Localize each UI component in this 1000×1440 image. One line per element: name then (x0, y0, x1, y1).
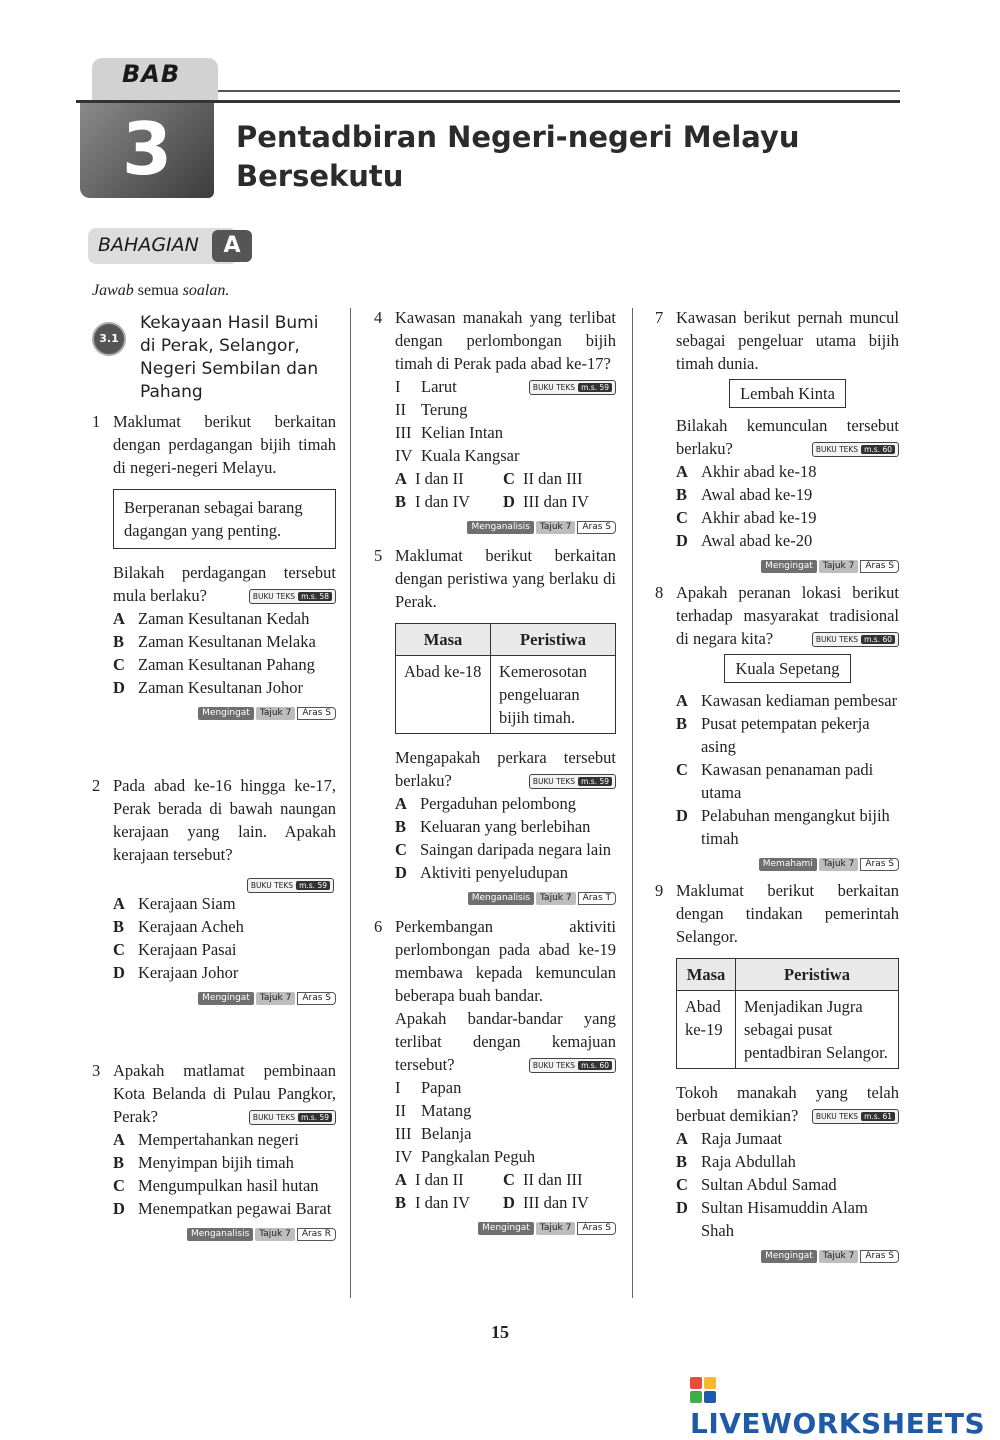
option-c[interactable] (503, 1168, 611, 1191)
statement-text: Terung (421, 400, 468, 419)
option-text: Kerajaan Siam (138, 894, 236, 913)
option-letter: B (676, 485, 688, 504)
topic-tag: Tajuk 7 (819, 858, 859, 871)
option-a[interactable] (113, 892, 336, 915)
question-ask (676, 1081, 899, 1127)
textbook-page: m.s. 60 (861, 445, 895, 454)
statement-text: Kuala Kangsar (421, 446, 520, 465)
option-letter: D (676, 1198, 688, 1217)
question-stem (676, 581, 899, 650)
textbook-label: BUKU TEKS (252, 592, 296, 601)
skill-tags (374, 1215, 616, 1231)
option-letter: C (113, 940, 125, 959)
textbook-ref (529, 380, 616, 395)
option-c[interactable] (676, 1173, 899, 1196)
option-text: II dan III (523, 469, 583, 488)
textbook-label: BUKU TEKS (532, 777, 576, 786)
option-row (395, 467, 616, 490)
option-letter: C (676, 508, 688, 527)
skill-tag: Mengingat (198, 992, 254, 1005)
question-stem: Kawasan berikut pernah muncul sebagai pengeluar utama bijih timah dunia. (676, 308, 899, 373)
option-text: I dan II (415, 1170, 464, 1189)
statement-numeral: IV (395, 1147, 413, 1166)
question-ask-text: Tokoh manakah yang telah berbuat demikian? (676, 1083, 899, 1125)
skill-tags (92, 985, 336, 1001)
column-divider-1 (350, 308, 351, 1298)
column-2 (374, 306, 616, 1231)
level-tag: Aras S (860, 1250, 899, 1263)
option-text: Mempertahankan negeri (138, 1130, 299, 1149)
table-header: Masa (396, 624, 491, 656)
textbook-ref (812, 442, 899, 457)
textbook-page: m.s. 58 (298, 592, 332, 601)
statement-iv (395, 444, 616, 467)
column-1 (92, 306, 336, 1237)
statement-text: Matang (421, 1101, 472, 1120)
option-letter: D (113, 1199, 125, 1218)
column-divider-2 (632, 308, 633, 1298)
option-letter: D (503, 492, 515, 511)
skill-tag: Mengingat (198, 707, 254, 720)
option-text: Mengumpulkan hasil hutan (138, 1176, 319, 1195)
option-d[interactable] (113, 1197, 336, 1220)
option-letter: A (113, 1130, 125, 1149)
statement-text: Larut (421, 377, 457, 396)
option-text: Awal abad ke-19 (701, 485, 813, 504)
table-cell: Kemerosotan pengeluaran bijih timah. (491, 656, 616, 734)
topic-tag: Tajuk 7 (819, 560, 859, 573)
option-text: Awal abad ke-20 (701, 531, 813, 550)
option-b[interactable] (395, 815, 616, 838)
statement-ii (395, 1099, 616, 1122)
option-letter: A (676, 691, 688, 710)
question-number: 2 (92, 776, 101, 795)
level-tag: Aras S (297, 707, 336, 720)
level-tag: Aras S (860, 560, 899, 573)
option-text: III dan IV (523, 1193, 589, 1212)
column-3 (655, 306, 899, 1259)
option-letter: D (113, 678, 125, 697)
statement-iii (395, 421, 616, 444)
option-letter: C (113, 1176, 125, 1195)
option-a[interactable] (676, 689, 899, 712)
level-tag: Aras T (578, 892, 616, 905)
question-ask-text: Apakah bandar-bandar yang terlibat dengan kemajuan tersebut? (395, 1009, 616, 1074)
textbook-page: m.s. 59 (578, 383, 612, 392)
skill-tags (655, 1243, 899, 1259)
option-text: Kerajaan Pasai (138, 940, 237, 959)
section-letter: A (212, 230, 252, 262)
skill-tag: Mengingat (478, 1222, 534, 1235)
option-letter: B (113, 917, 125, 936)
statement-numeral: IV (395, 446, 413, 465)
question-stem-text: Apakah matlamat pembinaan Kota Belanda di Pulau Pangkor, Perak? (113, 1061, 336, 1126)
textbook-page: m.s. 59 (298, 1113, 332, 1122)
question-stem: Maklumat berikut berkaitan dengan tindakan pemerintah Selangor. (676, 881, 899, 946)
option-a[interactable] (395, 1168, 503, 1191)
option-letter: C (503, 1170, 515, 1189)
name-box: Lembah Kinta (729, 379, 846, 408)
option-d[interactable] (676, 1196, 899, 1242)
question-stem-text: Apakah peranan lokasi berikut terhadap masyarakat tradisional di negara kita? (676, 583, 899, 648)
option-text: Kawasan penanaman padi utama (701, 760, 874, 802)
textbook-label: BUKU TEKS (532, 1061, 576, 1070)
textbook-ref (249, 589, 336, 604)
option-letter: B (676, 1152, 688, 1171)
table-header: Masa (677, 959, 736, 991)
option-d[interactable] (676, 804, 899, 850)
subtopic-badge: 3.1 (92, 322, 126, 356)
name-box: Kuala Sepetang (724, 654, 850, 683)
option-b[interactable] (676, 712, 899, 758)
option-d[interactable] (676, 529, 899, 552)
skill-tags (374, 885, 616, 901)
level-tag: Aras R (297, 1228, 336, 1241)
skill-tag: Mengingat (761, 1250, 817, 1263)
option-text: Kawasan kediaman pembesar (701, 691, 898, 710)
question-number: 3 (92, 1061, 101, 1080)
topic-tag: Tajuk 7 (255, 1228, 295, 1241)
textbook-page: m.s. 60 (578, 1061, 612, 1070)
topic-tag: Tajuk 7 (536, 1222, 576, 1235)
option-letter: A (113, 894, 125, 913)
skill-tags (92, 1221, 336, 1237)
option-text: Zaman Kesultanan Kedah (138, 609, 310, 628)
liveworksheets-logo-icon (690, 1377, 716, 1403)
topic-tag: Tajuk 7 (819, 1250, 859, 1263)
bab-label: BAB (122, 60, 181, 88)
chapter-title-line1: Pentadbiran Negeri-negeri Melayu (236, 120, 800, 154)
instructions (92, 282, 229, 300)
question-ask-text: Bilakah perdagangan tersebut mula berlaku? (113, 563, 336, 605)
option-text: Zaman Kesultanan Johor (138, 678, 303, 697)
textbook-ref (812, 1109, 899, 1124)
question-3 (92, 1059, 336, 1237)
subtopic-title: Kekayaan Hasil Bumi di Perak, Selangor, Negeri Sembilan dan Pahang (140, 313, 319, 402)
option-a[interactable] (113, 607, 336, 630)
instruction-post: soalan. (182, 282, 230, 299)
option-text: Akhir abad ke-18 (701, 462, 817, 481)
option-c[interactable] (113, 938, 336, 961)
textbook-label: BUKU TEKS (815, 1112, 859, 1121)
option-row (395, 490, 616, 513)
statement-ii (395, 398, 616, 421)
option-letter: D (676, 531, 688, 550)
textbook-ref (529, 774, 616, 789)
option-a[interactable] (676, 1127, 899, 1150)
statement-text: Belanja (421, 1124, 472, 1143)
topic-tag: Tajuk 7 (536, 521, 576, 534)
skill-tag: Menganalisis (187, 1228, 253, 1241)
option-a[interactable] (395, 792, 616, 815)
textbook-label: BUKU TEKS (252, 1113, 296, 1122)
question-stem: Maklumat berikut berkaitan dengan peristiwa yang berlaku di Perak. (395, 546, 616, 611)
option-letter: D (395, 863, 407, 882)
question-stem (113, 1059, 336, 1128)
topic-tag: Tajuk 7 (256, 992, 296, 1005)
question-ask (395, 746, 616, 792)
question-number: 8 (655, 583, 664, 602)
option-text: Menempatkan pegawai Barat (138, 1199, 332, 1218)
option-text: Kerajaan Johor (138, 963, 239, 982)
subtopic-heading (92, 312, 336, 404)
level-tag: Aras S (577, 1222, 616, 1235)
option-d[interactable] (503, 490, 611, 513)
option-text: Akhir abad ke-19 (701, 508, 817, 527)
skill-tags (374, 514, 616, 530)
statement-numeral: II (395, 1101, 406, 1120)
textbook-label: BUKU TEKS (815, 635, 859, 644)
statement-text: Papan (421, 1078, 462, 1097)
info-table (395, 623, 616, 734)
option-c[interactable] (113, 1174, 336, 1197)
liveworksheets-logo[interactable] (690, 1374, 1000, 1440)
skill-tags (92, 700, 336, 716)
option-letter: B (395, 492, 407, 511)
question-stem: Pada abad ke-16 hingga ke-17, Perak berada di bawah naungan kerajaan yang lain. Apakah kerajaan tersebut? (113, 776, 336, 864)
question-1 (92, 410, 336, 716)
topic-tag: Tajuk 7 (536, 892, 576, 905)
option-letter: A (676, 1129, 688, 1148)
textbook-ref (249, 1110, 336, 1125)
topic-tag: Tajuk 7 (256, 707, 296, 720)
statement-numeral: II (395, 400, 406, 419)
option-text: I dan IV (415, 1193, 470, 1212)
table-cell: Menjadikan Jugra sebagai pusat pentadbiran Selangor. (736, 991, 899, 1069)
option-letter: A (395, 794, 407, 813)
option-letter: D (503, 1193, 515, 1212)
option-c[interactable] (676, 506, 899, 529)
statement-numeral: I (395, 377, 401, 396)
textbook-ref (529, 1058, 616, 1073)
chapter-title (236, 118, 800, 196)
option-text: Zaman Kesultanan Melaka (138, 632, 316, 651)
statement-numeral: III (395, 423, 412, 442)
question-7 (655, 306, 899, 569)
chapter-title-line2: Bersekutu (236, 159, 404, 193)
textbook-page: m.s. 60 (861, 635, 895, 644)
statement-text: Pangkalan Peguh (421, 1147, 536, 1166)
option-b[interactable] (113, 1151, 336, 1174)
option-text: Pergaduhan pelombong (420, 794, 576, 813)
option-text: Aktiviti penyeludupan (420, 863, 569, 882)
option-b[interactable] (676, 483, 899, 506)
question-stem: Maklumat berikut berkaitan dengan perdagangan bijih timah di negeri-negeri Melayu. (113, 412, 336, 477)
skill-tag: Memahami (759, 858, 817, 871)
option-letter: C (676, 1175, 688, 1194)
name-box-wrap (676, 650, 899, 689)
option-c[interactable] (113, 653, 336, 676)
option-letter: B (395, 1193, 407, 1212)
option-text: Raja Jumaat (701, 1129, 783, 1148)
option-c[interactable] (503, 467, 611, 490)
textbook-page: m.s. 59 (296, 881, 330, 890)
level-tag: Aras S (860, 858, 899, 871)
name-box-wrap (676, 375, 899, 414)
skill-tag: Menganalisis (468, 892, 534, 905)
statement-i (395, 1076, 616, 1099)
textbook-ref (812, 632, 899, 647)
table-header: Peristiwa (736, 959, 899, 991)
option-row (395, 1168, 616, 1191)
option-text: Keluaran yang berlebihan (420, 817, 591, 836)
option-letter: D (113, 963, 125, 982)
textbook-label: BUKU TEKS (250, 880, 294, 890)
option-a[interactable] (676, 460, 899, 483)
option-letter: C (676, 760, 688, 779)
liveworksheets-logo-text: LIVEWORKSHEETS (690, 1407, 986, 1440)
option-a[interactable] (113, 1128, 336, 1151)
page-number: 15 (491, 1322, 509, 1342)
table-header: Peristiwa (491, 624, 616, 656)
option-letter: B (676, 714, 688, 733)
skill-tags (655, 851, 899, 867)
option-text: III dan IV (523, 492, 589, 511)
textbook-label: BUKU TEKS (532, 383, 576, 392)
option-letter: C (395, 840, 407, 859)
option-letter: D (676, 806, 688, 825)
option-c[interactable] (676, 758, 899, 804)
textbook-label: BUKU TEKS (815, 445, 859, 454)
statement-numeral: III (395, 1124, 412, 1143)
option-b[interactable] (395, 1191, 503, 1214)
option-letter: B (113, 1153, 125, 1172)
option-text: II dan III (523, 1170, 583, 1189)
option-c[interactable] (395, 838, 616, 861)
level-tag: Aras S (297, 992, 336, 1005)
option-text: Pelabuhan mengangkut bijih timah (701, 806, 890, 848)
info-box: Berperanan sebagai barang dagangan yang penting. (113, 489, 336, 549)
option-text: I dan IV (415, 492, 470, 511)
option-d[interactable] (503, 1191, 611, 1214)
statement-i (395, 375, 529, 398)
chapter-number: 3 (121, 107, 173, 191)
table-cell: Abad ke-18 (396, 656, 491, 734)
option-text: Kerajaan Acheh (138, 917, 244, 936)
table-cell: Abad ke-19 (677, 991, 736, 1069)
question-ask-text: Bilakah kemunculan tersebut berlaku? (676, 416, 899, 458)
option-b[interactable] (113, 915, 336, 938)
question-ask (676, 414, 899, 460)
option-text: Sultan Abdul Samad (701, 1175, 837, 1194)
option-d[interactable] (113, 676, 336, 699)
option-b[interactable] (113, 630, 336, 653)
statement-numeral: I (395, 1078, 401, 1097)
statement-iv (395, 1145, 616, 1168)
textbook-ref-row (92, 872, 334, 892)
statement-text: Kelian Intan (421, 423, 504, 442)
option-letter: A (395, 469, 407, 488)
option-d[interactable] (395, 861, 616, 884)
option-letter: B (113, 632, 125, 651)
skill-tags (655, 553, 899, 569)
instruction-bold: semua (137, 282, 179, 299)
textbook-page: m.s. 61 (861, 1112, 895, 1121)
option-letter: B (395, 817, 407, 836)
question-5 (374, 544, 616, 901)
option-text: I dan II (415, 469, 464, 488)
option-letter: C (113, 655, 125, 674)
question-number: 4 (374, 308, 383, 327)
question-ask (113, 561, 336, 607)
option-letter: A (113, 609, 125, 628)
question-stem-text: Kawasan manakah yang terlibat dengan perlombongan bijih timah di Perak pada abad ke-17? (395, 308, 616, 373)
option-text: Pusat petempatan pekerja asing (701, 714, 870, 756)
question-number: 5 (374, 546, 383, 565)
option-text: Sultan Hisamuddin Alam Shah (701, 1198, 868, 1240)
section-label: BAHAGIAN (98, 234, 199, 256)
question-9 (655, 879, 899, 1259)
question-stem: Perkembangan aktiviti perlombongan pada abad ke-19 membawa kepada kemunculan beberapa buah bandar. (395, 917, 616, 1005)
option-text: Menyimpan bijih timah (138, 1153, 294, 1172)
option-a[interactable] (395, 467, 503, 490)
question-4 (374, 306, 616, 530)
question-number: 1 (92, 412, 101, 431)
question-ask-text: Mengapakah perkara tersebut berlaku? (395, 748, 616, 790)
option-text: Raja Abdullah (701, 1152, 796, 1171)
info-table (676, 958, 899, 1069)
option-row (395, 1191, 616, 1214)
option-letter: A (395, 1170, 407, 1189)
statement-iii (395, 1122, 616, 1145)
option-text: Saingan daripada negara lain (420, 840, 612, 859)
question-6 (374, 915, 616, 1231)
question-2 (92, 774, 336, 1001)
question-ask (395, 1007, 616, 1076)
question-8 (655, 581, 899, 867)
question-number: 9 (655, 881, 664, 900)
option-d[interactable] (113, 961, 336, 984)
option-text: Zaman Kesultanan Pahang (138, 655, 315, 674)
question-number: 7 (655, 308, 664, 327)
question-number: 6 (374, 917, 383, 936)
textbook-ref (247, 878, 334, 893)
option-letter: C (503, 469, 515, 488)
instruction-pre: Jawab (92, 282, 134, 299)
level-tag: Aras S (577, 521, 616, 534)
header-rule-thin (218, 90, 900, 92)
option-b[interactable] (395, 490, 503, 513)
textbook-page: m.s. 59 (578, 777, 612, 786)
option-letter: A (676, 462, 688, 481)
option-b[interactable] (676, 1150, 899, 1173)
skill-tag: Menganalisis (467, 521, 533, 534)
skill-tag: Mengingat (761, 560, 817, 573)
